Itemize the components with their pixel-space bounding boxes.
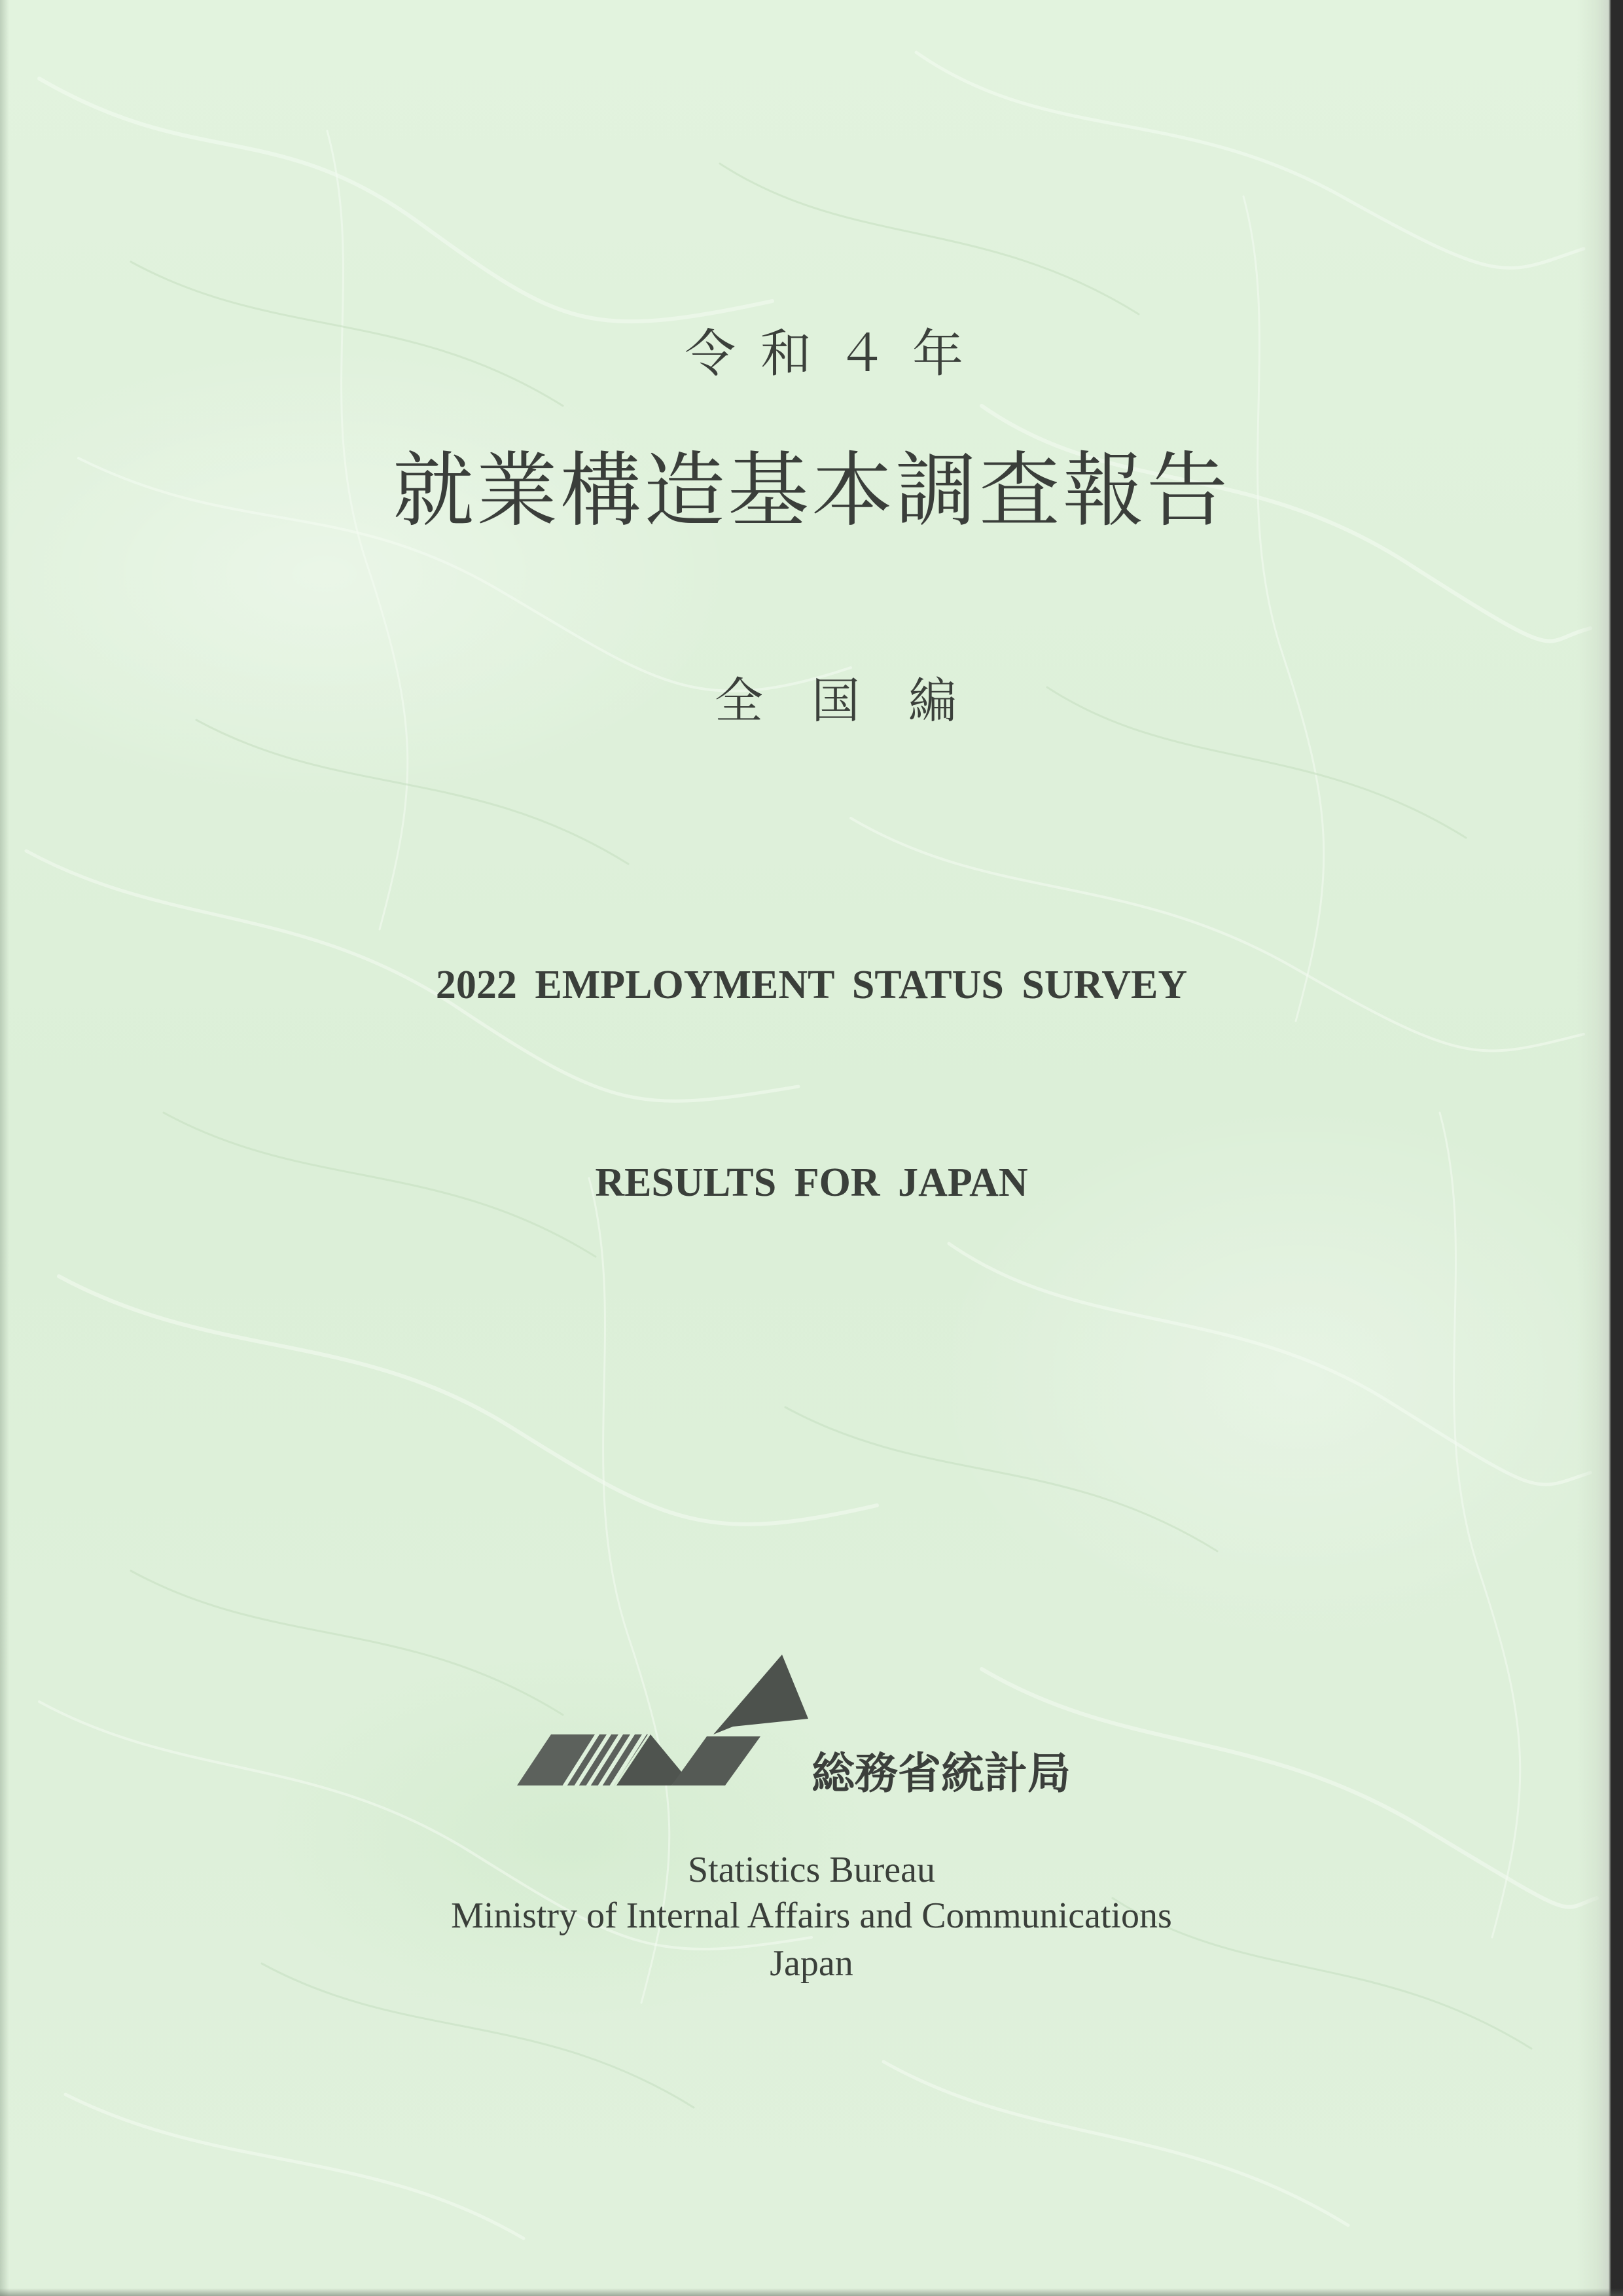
bottom-page-edge bbox=[0, 2288, 1623, 2296]
report-title-japanese: 就業構造基本調査報告 bbox=[392, 444, 1230, 538]
report-title-english: 2022 EMPLOYMENT STATUS SURVEY bbox=[435, 963, 1188, 1007]
publisher-name-english-line-1: Statistics Bureau bbox=[688, 1850, 935, 1890]
edition-label-japanese: 全国編 bbox=[715, 673, 1005, 729]
era-year: 令和４年 bbox=[684, 325, 988, 384]
report-subtitle-english: RESULTS FOR JAPAN bbox=[595, 1160, 1028, 1205]
publisher-name-japanese: 総務省統計局 bbox=[812, 1748, 1071, 1799]
publisher-name-english-line-2: Ministry of Internal Affairs and Communications bbox=[451, 1895, 1172, 1936]
statistics-bureau-logo-icon bbox=[517, 1655, 808, 1799]
publisher-country: Japan bbox=[770, 1943, 853, 1984]
